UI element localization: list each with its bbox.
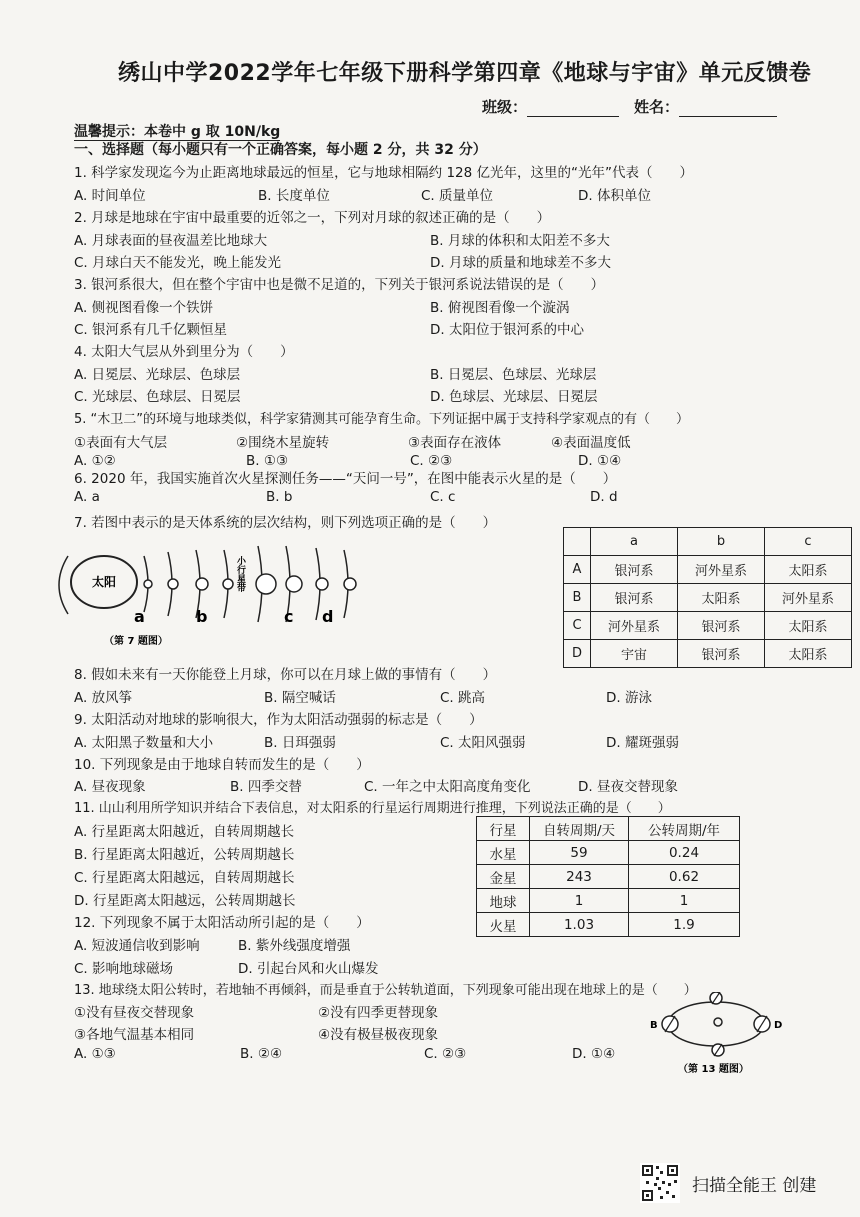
table-cell: 太阳系 (765, 640, 852, 668)
option: ③表面存在液体 (408, 435, 502, 451)
table-cell: 金星 (477, 865, 530, 889)
table-cell: 行星 (477, 817, 530, 841)
table-row (477, 865, 740, 889)
option: A. 短波通信收到影响 (74, 938, 200, 954)
section-heading: 一、选择题（每小题只有一个正确答案，每小题 2 分，共 32 分） (74, 142, 487, 158)
fig-label-d: D (774, 1020, 783, 1031)
option: B. 隔空喊话 (264, 690, 336, 706)
question-stem: 2. 月球是地球在宇宙中最重要的近邻之一，下列对月球的叙述正确的是（ ） (74, 210, 551, 226)
table-row (477, 889, 740, 913)
option: C. ②③ (424, 1046, 467, 1062)
option: D. 体积单位 (578, 188, 651, 204)
table-cell: 太阳系 (765, 556, 852, 584)
question-stem: 10. 下列现象是由于地球自转而发生的是（ ） (74, 757, 370, 773)
option: C. c (430, 489, 456, 505)
option: A. ①② (74, 453, 116, 469)
option: D. 昼夜交替现象 (578, 779, 678, 795)
fig-label-c: c (284, 607, 294, 626)
option: C. 光球层、色球层、日冕层 (74, 389, 241, 405)
planet-mars (223, 579, 233, 589)
option: C. 月球白天不能发光，晚上能发光 (74, 255, 282, 271)
option: C. 跳高 (440, 690, 486, 706)
table-cell: 太阳系 (678, 584, 765, 612)
fig-label-a: a (134, 607, 145, 626)
option: D. d (590, 489, 618, 505)
option: A. 月球表面的昼夜温差比地球大 (74, 233, 268, 249)
table-cell: A (564, 556, 591, 584)
planet-saturn (286, 576, 302, 592)
option: B. 行星距离太阳越近，公转周期越长 (74, 847, 295, 863)
option: B. 日冕层、色球层、光球层 (430, 367, 597, 383)
option: ①表面有大气层 (74, 435, 168, 451)
orbit-ellipse (668, 1002, 764, 1046)
option: C. 太阳风强弱 (440, 735, 526, 751)
option: D. 月球的质量和地球差不多大 (430, 255, 611, 271)
fig-label-b: b (196, 607, 208, 626)
table-cell: D (564, 640, 591, 668)
table-cell: 太阳系 (765, 612, 852, 640)
option: B. ②④ (240, 1046, 283, 1062)
table-cell: 水星 (477, 841, 530, 865)
table-cell: C (564, 612, 591, 640)
table-cell: b (678, 528, 765, 556)
option: D. 耀斑强弱 (606, 735, 679, 751)
option: ②围绕木星旋转 (236, 435, 330, 451)
class-blank[interactable] (527, 102, 619, 117)
table-cell: 河外星系 (591, 612, 678, 640)
question-stem: 3. 银河系很大，但在整个宇宙中也是微不足道的，下列关于银河系说法错误的是（ ） (74, 277, 605, 293)
option: B. 俯视图看像一个漩涡 (430, 300, 570, 316)
option: ④表面温度低 (551, 435, 631, 451)
table-row (564, 640, 852, 668)
option: B. 长度单位 (258, 188, 330, 204)
planet-venus (168, 579, 178, 589)
question-stem: 1. 科学家发现迄今为止距离地球最远的恒星，它与地球相隔约 128 亿光年，这里的“光年”代表（ ） (74, 165, 694, 181)
option: A. 太阳黑子数量和大小 (74, 735, 214, 751)
planet-mercury (144, 580, 152, 588)
table-cell: 银河系 (591, 584, 678, 612)
question7-table (563, 527, 852, 668)
table-row (564, 584, 852, 612)
option: ②没有四季更替现象 (318, 1005, 439, 1021)
option: D. ①④ (572, 1046, 616, 1062)
option: D. 太阳位于银河系的中心 (430, 322, 584, 338)
page-title: 绣山中学2022学年七年级下册科学第四章《地球与宇宙》单元反馈卷 (118, 61, 812, 86)
option: C. ②③ (410, 453, 453, 469)
table-cell: 1 (629, 889, 740, 913)
option: D. 行星距离太阳越远，公转周期越长 (74, 893, 296, 909)
option: A. 日冕层、光球层、色球层 (74, 367, 241, 383)
table-row (564, 612, 852, 640)
table-cell: 宇宙 (591, 640, 678, 668)
qr-code-icon (640, 1163, 680, 1203)
option: B. 紫外线强度增强 (238, 938, 351, 954)
option: A. 昼夜现象 (74, 779, 146, 795)
fig-label-b: B (650, 1020, 658, 1031)
table-cell: 河外星系 (678, 556, 765, 584)
table-cell: 银河系 (591, 556, 678, 584)
table-header-row (477, 817, 740, 841)
option: B. 月球的体积和太阳差不多大 (430, 233, 610, 249)
table-row (477, 841, 740, 865)
planet-period-table (476, 816, 740, 937)
outer-orbit-arc (59, 556, 68, 614)
table-cell: a (591, 528, 678, 556)
option: D. 色球层、光球层、日冕层 (430, 389, 598, 405)
option: B. b (266, 489, 293, 505)
class-field[interactable] (482, 96, 619, 117)
planet-neptune (344, 578, 356, 590)
option: A. 行星距离太阳越近，自转周期越长 (74, 824, 295, 840)
table-cell: 火星 (477, 913, 530, 937)
solar-system-figure (48, 540, 388, 652)
planet-earth (196, 578, 208, 590)
fig-label-d: d (322, 607, 334, 626)
question-stem: 8. 假如未来有一天你能登上月球，你可以在月球上做的事情有（ ） (74, 667, 497, 683)
table-cell: 自转周期/天 (530, 817, 629, 841)
table-cell: 1 (530, 889, 629, 913)
table-cell: 59 (530, 841, 629, 865)
table-cell: 0.24 (629, 841, 740, 865)
sun-label: 太阳 (92, 575, 117, 589)
question-stem: 5. “木卫二”的环境与地球类似，科学家猜测其可能孕育生命。下列证据中属于支持科学家观点的有（ ） (74, 412, 690, 427)
option: ④没有极昼极夜现象 (318, 1027, 439, 1043)
table-cell: 243 (530, 865, 629, 889)
question-stem: 12. 下列现象不属于太阳活动所引起的是（ ） (74, 915, 370, 931)
option: A. ①③ (74, 1046, 116, 1062)
option: A. 放风筝 (74, 690, 133, 706)
planet-jupiter (256, 574, 276, 594)
asteroid-belt-label: 小行星带 (235, 556, 245, 592)
table-cell: 河外星系 (765, 584, 852, 612)
planet-uranus (316, 578, 328, 590)
table-header-row (564, 528, 852, 556)
question-stem: 4. 太阳大气层从外到里分为（ ） (74, 344, 294, 360)
table-cell: B (564, 584, 591, 612)
option: D. ①④ (578, 453, 622, 469)
option: B. 四季交替 (230, 779, 302, 795)
option: D. 游泳 (606, 690, 652, 706)
table-cell: 1.9 (629, 913, 740, 937)
table-cell (564, 528, 591, 556)
table-row (564, 556, 852, 584)
figure-caption: （第 13 题图） (678, 1064, 749, 1075)
option: C. 一年之中太阳高度角变化 (364, 779, 531, 795)
earth-orbit-figure (648, 992, 788, 1078)
scanner-watermark: 扫描全能王 创建 (692, 1176, 817, 1196)
question-stem: 11. 山山利用所学知识并结合下表信息，对太阳系的行星运行周期进行推理，下列说法正确的是（ ） (74, 801, 671, 816)
question-stem: 7. 若图中表示的是天体系统的层次结构，则下列选项正确的是（ ） (74, 515, 497, 531)
option: A. 侧视图看像一个铁饼 (74, 300, 214, 316)
option: ③各地气温基本相同 (74, 1027, 195, 1043)
option: C. 行星距离太阳越远，自转周期越长 (74, 870, 295, 886)
table-cell: 公转周期/年 (629, 817, 740, 841)
question-stem: 13. 地球绕太阳公转时，若地轴不再倾斜，而是垂直于公转轨道面，下列现象可能出现在地球上的是（ ） (74, 983, 697, 998)
option: A. a (74, 489, 100, 505)
option: A. 时间单位 (74, 188, 146, 204)
table-cell: 1.03 (530, 913, 629, 937)
table-cell: c (765, 528, 852, 556)
name-field[interactable] (634, 96, 777, 117)
option: D. 引起台风和火山爆发 (238, 961, 379, 977)
class-label: 班级： (482, 98, 528, 116)
option: ①没有昼夜交替现象 (74, 1005, 195, 1021)
table-cell: 0.62 (629, 865, 740, 889)
table-cell: 地球 (477, 889, 530, 913)
figure-caption: （第 7 题图） (104, 636, 168, 647)
name-label: 姓名： (634, 98, 680, 116)
option: B. ①③ (246, 453, 289, 469)
hint-note: 温馨提示：本卷中 g 取 10N/kg (74, 124, 281, 140)
option: C. 银河系有几千亿颗恒星 (74, 322, 228, 338)
option: C. 质量单位 (421, 188, 494, 204)
sun-icon (714, 1018, 722, 1026)
option: B. 日珥强弱 (264, 735, 336, 751)
table-cell: 银河系 (678, 640, 765, 668)
table-cell: 银河系 (678, 612, 765, 640)
question-stem: 9. 太阳活动对地球的影响很大，作为太阳活动强弱的标志是（ ） (74, 712, 483, 728)
table-row (477, 913, 740, 937)
question-stem: 6. 2020 年，我国实施首次火星探测任务——“天问一号”，在图中能表示火星的是（ ） (74, 471, 617, 487)
name-blank[interactable] (679, 102, 777, 117)
option: C. 影响地球磁场 (74, 961, 174, 977)
